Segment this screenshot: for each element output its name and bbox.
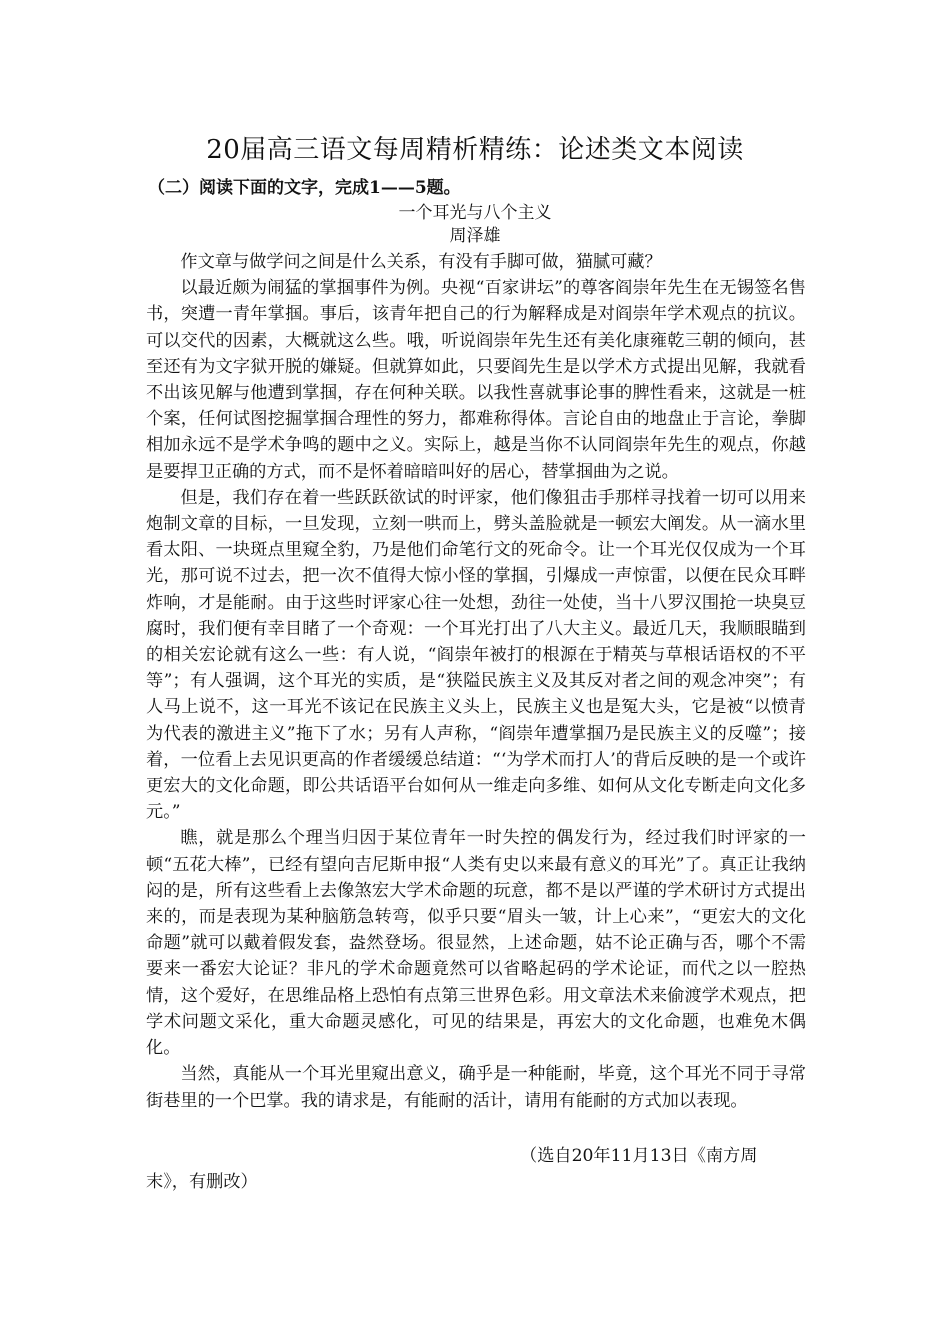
article-body [146,249,806,1114]
paragraph: 瞧，就是那么个理当归因于某位青年一时失控的偶发行为，经过我们时评家的一顿“五花大棒”，已经有望向吉尼斯申报“人类有史以来最有意义的耳光”了。真正让我纳闷的是，所有这些看上去像煞宏大学术命题的玩意，都不是以严谨的学术研讨方式提出来的，而是表现为某种脑筋急转弯，似乎只要“眉头一皱，计上心来”，“更宏大的文化命题”就可以戴着假发套，盎然登场。很显然，上述命题，姑不论正确与否，哪个不需要来一番宏大论证？非凡的学术命题竟然可以省略起码的学术论证，而代之以一腔热情，这个爱好，在思维品格上恐怕有点第三世界色彩。用文章法术来偷渡学术观点，把学术问题文采化，重大命题灵感化，可见的结果是，再宏大的文化命题，也难免木偶化。 [146,828,806,1059]
article-title: 一个耳光与八个主义 [398,203,552,223]
paragraph: 但是，我们存在着一些跃跃欲试的时评家，他们像狙击手那样寻找着一切可以用来炮制文章的目标，一旦发现，立刻一哄而上，劈头盖脸就是一顿宏大阐发。从一滴水里看太阳、一块斑点里窥全豹，乃是他们命笔行文的死命令。让一个耳光仅仅成为一个耳光，那可说不过去，把一次不值得大惊小怪的掌掴，引爆成一声惊雷，以便在民众耳畔炸响，才是能耐。由于这些时评家心往一处想，劲往一处使，当十八罗汉围抢一块臭豆腐时，我们便有幸目睹了一个奇观：一个耳光打出了八大主义。最近几天，我顺眼瞄到的相关宏论就有这么一些：有人说，“阎崇年被打的根源在于精英与草根话语权的不平等”；有人强调，这个耳光的实质，是“狭隘民族主义及其反对者之间的观念冲突”；有人马上说不，这一耳光不该记在民族主义头上，民族主义也是冤大头，它是被“以愤青为代表的激进主义”拖下了水；另有人声称，“阎崇年遭掌掴乃是民族主义的反噬”；接着，一位看上去见识更高的作者缓缓总结道：“‘为学术而打人’的背后反映的是一个或许更宏大的文化命题，即公共话语平台如何从一维走向多维、如何从文化专断走向文化多元。” [146,487,806,823]
document-title: 20届高三语文每周精析精练：论述类文本阅读 [206,135,744,165]
source-note: （选自20年11月13日《南方周末》，有删改） [146,1146,758,1193]
section-heading: （二）阅读下面的文字，完成1——5题。 [148,178,461,198]
paragraph: 以最近颇为闹猛的掌掴事件为例。央视“百家讲坛”的尊客阎崇年先生在无锡签名售书，突遭一青年掌掴。事后，该青年把自己的行为解释成是对阎崇年学术观点的抗议。可以交代的因素，大概就这么些。哦，听说阎崇年先生还有美化康雍乾三朝的倾向，甚至还有为文字狱开脱的嫌疑。但就算如此，只要阎先生是以学术方式提出见解，我就看不出该见解与他遭到掌掴，存在何种关联。以我性喜就事论事的脾性看来，这就是一桩个案，任何试图挖掘掌掴合理性的努力，都难称得体。言论自由的地盘止于言论，拳脚相加永远不是学术争鸣的题中之义。实际上，越是当你不认同阎崇年先生的观点，你越是要捍卫正确的方式，而不是怀着暗暗叫好的居心，替掌掴曲为之说。 [146,278,806,482]
paragraph: 作文章与做学问之间是什么关系，有没有手脚可做，猫腻可藏？ [180,252,662,272]
paragraph: 当然，真能从一个耳光里窥出意义，确乎是一种能耐，毕竟，这个耳光不同于寻常街巷里的一个巴掌。我的请求是，有能耐的活计，请用有能耐的方式加以表现。 [146,1064,806,1111]
article-author: 周泽雄 [449,226,501,246]
